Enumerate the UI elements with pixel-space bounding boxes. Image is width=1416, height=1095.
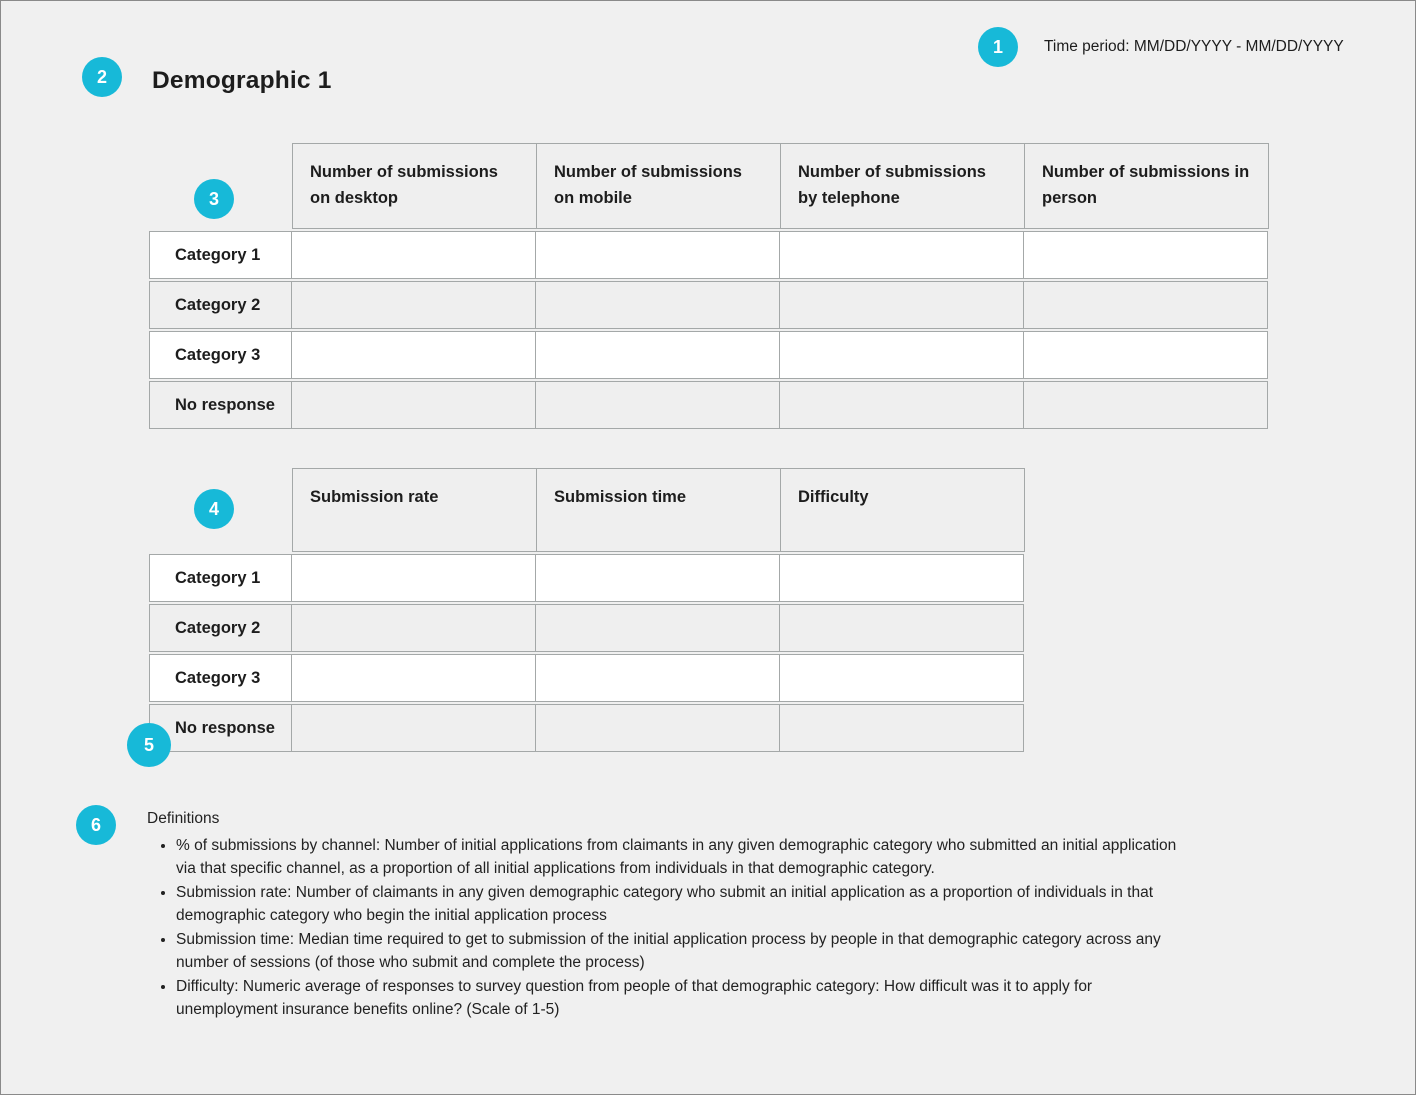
table-cell[interactable] <box>779 331 1024 379</box>
callout-3-badge: 3 <box>194 179 234 219</box>
column-header-submission-rate: Submission rate <box>292 468 537 552</box>
column-header-desktop: Number of submissions on desktop <box>292 143 537 229</box>
row-label-no-response: No response <box>149 704 292 752</box>
table-cell[interactable] <box>535 654 780 702</box>
row-label-category-1: Category 1 <box>149 231 292 279</box>
definition-item-submission-rate: • Submission rate: Number of claimants in any given demographic category who submit an initial application as a proportion of individuals in that demographic category who begin the initial application process <box>176 881 1184 927</box>
definition-item-difficulty: • Difficulty: Numeric average of responses to survey question from people of that demographic category: How difficult was it to apply for unemployment insurance benefits online? (Scale of 1-5) <box>176 975 1184 1021</box>
table-cell[interactable] <box>291 231 536 279</box>
metrics-table-header-row <box>292 468 1025 552</box>
table-cell[interactable] <box>779 704 1024 752</box>
table-row <box>149 231 1269 279</box>
row-label-category-2: Category 2 <box>149 604 292 652</box>
table-cell[interactable] <box>291 381 536 429</box>
table-row <box>149 331 1269 379</box>
column-header-submission-time: Submission time <box>536 468 781 552</box>
row-label-category-3: Category 3 <box>149 331 292 379</box>
table-row <box>149 704 1025 752</box>
table-cell[interactable] <box>535 331 780 379</box>
table-row <box>149 604 1025 652</box>
table-cell[interactable] <box>779 281 1024 329</box>
table-cell[interactable] <box>1023 331 1268 379</box>
table-cell[interactable] <box>535 281 780 329</box>
table-cell[interactable] <box>779 554 1024 602</box>
table-cell[interactable] <box>535 381 780 429</box>
callout-5-badge: 5 <box>127 723 171 767</box>
channels-table <box>149 143 1269 429</box>
table-cell[interactable] <box>291 704 536 752</box>
table-cell[interactable] <box>535 604 780 652</box>
column-header-difficulty: Difficulty <box>780 468 1025 552</box>
definition-item-pct-submissions: • % of submissions by channel: Number of initial applications from claimants in any given demographic category who submitted an initial application via that specific channel, as a proportion of all initial applications from individuals in that demographic category. <box>176 834 1184 880</box>
column-header-in-person: Number of submissions in person <box>1024 143 1269 229</box>
table-cell[interactable] <box>779 231 1024 279</box>
table-cell[interactable] <box>779 654 1024 702</box>
table-cell[interactable] <box>535 554 780 602</box>
table-cell[interactable] <box>291 554 536 602</box>
table-cell[interactable] <box>291 331 536 379</box>
definitions-list <box>147 834 1257 1021</box>
row-label-category-2: Category 2 <box>149 281 292 329</box>
channels-table-header-row <box>292 143 1269 229</box>
callout-2-badge: 2 <box>82 57 122 97</box>
metrics-table <box>149 468 1025 752</box>
table-row <box>149 654 1025 702</box>
table-cell[interactable] <box>1023 281 1268 329</box>
column-header-telephone: Number of submissions by telephone <box>780 143 1025 229</box>
table-cell[interactable] <box>291 604 536 652</box>
table-cell[interactable] <box>779 381 1024 429</box>
callout-1-badge: 1 <box>978 27 1018 67</box>
table-row <box>149 281 1269 329</box>
table-cell[interactable] <box>1023 381 1268 429</box>
table-cell[interactable] <box>535 704 780 752</box>
column-header-mobile: Number of submissions on mobile <box>536 143 781 229</box>
definitions-heading: Definitions <box>147 810 220 827</box>
table-row <box>149 554 1025 602</box>
row-label-no-response: No response <box>149 381 292 429</box>
definition-item-submission-time: • Submission time: Median time required to get to submission of the initial application process by people in that demographic category across any number of sessions (of those who submit and complete the process) <box>176 928 1184 974</box>
table-cell[interactable] <box>779 604 1024 652</box>
table-cell[interactable] <box>291 281 536 329</box>
row-label-category-1: Category 1 <box>149 554 292 602</box>
row-label-category-3: Category 3 <box>149 654 292 702</box>
callout-4-badge: 4 <box>194 489 234 529</box>
table-cell[interactable] <box>535 231 780 279</box>
callout-6-badge: 6 <box>76 805 116 845</box>
table-cell[interactable] <box>291 654 536 702</box>
time-period-label: Time period: MM/DD/YYYY - MM/DD/YYYY <box>1044 38 1344 55</box>
definitions-section <box>147 807 1257 1022</box>
table-row <box>149 381 1269 429</box>
page-title: Demographic 1 <box>152 67 332 94</box>
table-cell[interactable] <box>1023 231 1268 279</box>
